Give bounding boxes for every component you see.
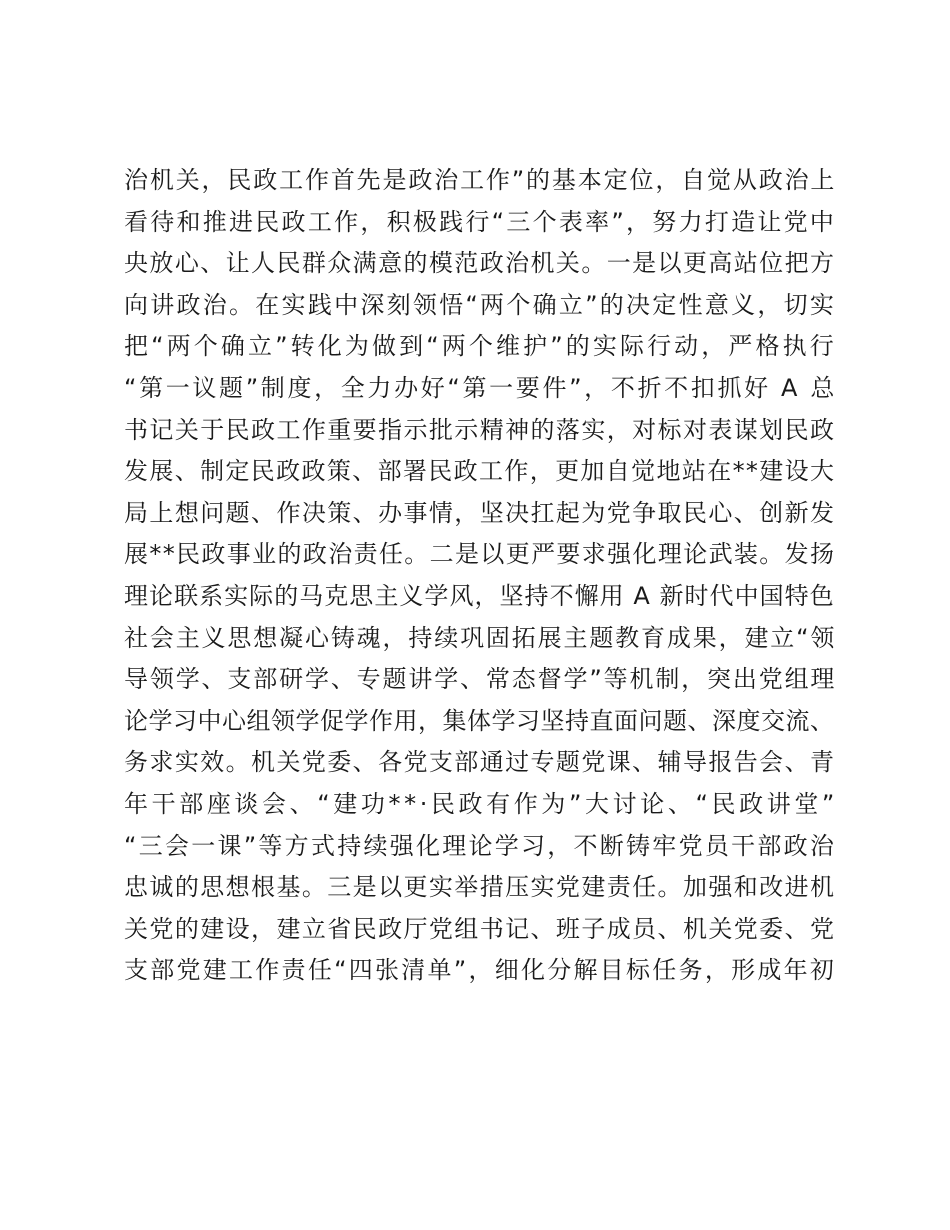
- text-line: 理论联系实际的马克思主义学风，坚持不懈用 A 新时代中国特色: [124, 581, 835, 610]
- text-line: 社会主义思想凝心铸魂，持续巩固拓展主题教育成果，建立“领: [124, 623, 837, 652]
- text-line: 年干部座谈会、“建功**·民政有作为”大讨论、“民政讲堂”: [124, 789, 838, 818]
- text-line: 书记关于民政工作重要指示批示精神的落实，对标对表谋划民政: [124, 415, 836, 444]
- text-line: 务求实效。机关党委、各党支部通过专题党课、辅导报告会、青: [124, 748, 836, 777]
- text-line: 展**民政事业的政治责任。二是以更严要求强化理论武装。发扬: [124, 540, 836, 569]
- text-line: 导领学、支部研学、专题讲学、常态督学”等机制，突出党组理: [124, 665, 837, 694]
- text-line: 央放心、让人民群众满意的模范政治机关。一是以更高站位把方: [124, 249, 836, 278]
- text-line: “第一议题”制度，全力办好“第一要件”，不折不扣抓好 A 总: [124, 373, 838, 402]
- text-line: “三会一课”等方式持续强化理论学习，不断铸牢党员干部政治: [124, 831, 837, 860]
- text-line: 把“两个确立”转化为做到“两个维护”的实际行动，严格执行: [124, 332, 837, 361]
- text-line: 局上想问题、作决策、办事情，坚决扛起为党争取民心、创新发: [124, 498, 836, 527]
- text-line: 支部党建工作责任“四张清单”，细化分解目标任务，形成年初: [124, 956, 837, 985]
- text-line: 发展、制定民政政策、部署民政工作，更加自觉地站在**建设大: [124, 457, 836, 486]
- body-paragraph: [124, 160, 838, 992]
- text-line: 看待和推进民政工作，积极践行“三个表率”，努力打造让党中: [124, 207, 837, 236]
- text-line: 向讲政治。在实践中深刻领悟“两个确立”的决定性意义，切实: [124, 290, 837, 319]
- text-line: 论学习中心组领学促学作用，集体学习坚持直面问题、深度交流、: [124, 706, 835, 735]
- text-line: 治机关，民政工作首先是政治工作”的基本定位，自觉从政治上: [124, 166, 837, 194]
- text-line: 关党的建设，建立省民政厅党组书记、班子成员、机关党委、党: [124, 914, 836, 943]
- text-line: 忠诚的思想根基。三是以更实举措压实党建责任。加强和改进机: [124, 873, 836, 902]
